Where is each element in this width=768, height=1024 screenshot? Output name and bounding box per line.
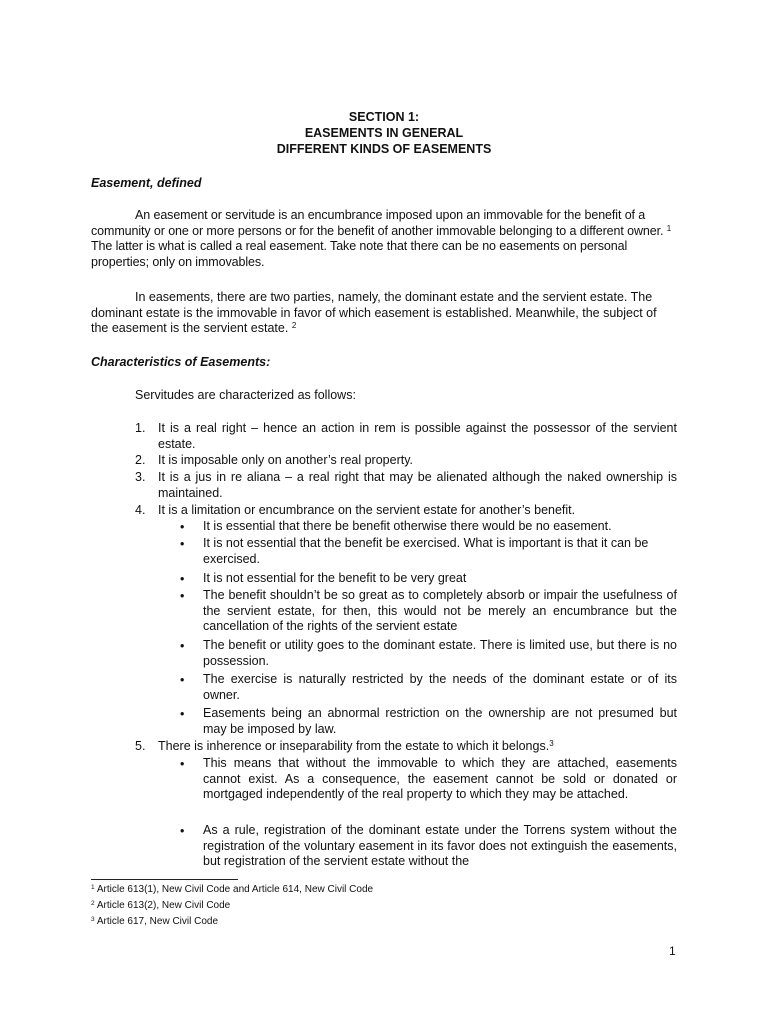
page-number: 1: [669, 944, 676, 958]
footnote-marker: 3: [91, 916, 95, 923]
footnote: [91, 884, 373, 896]
heading-easement-defined: Easement, defined: [91, 176, 202, 190]
bullet-item: The benefit or utility goes to the dominant estate. There is limited use, but there is no possession.: [203, 638, 677, 668]
list-number: 3.: [135, 470, 146, 484]
bullet-item: It is not essential for the benefit to be very great: [203, 571, 467, 585]
paragraph-parties-text: In easements, there are two parties, namely, the dominant estate and the servient estate. The dominant estate is the immovable in favor of which easement is established. Meanwhile, the subject of the easement is the servient estate.: [91, 290, 657, 336]
section-title: SECTION 1:: [348, 110, 420, 124]
bullet-item: The exercise is naturally restricted by the needs of the dominant estate or of its owner.: [203, 672, 677, 702]
bullet-item: Easements being an abnormal restriction on the ownership are not presumed but may be imposed by law.: [203, 706, 677, 736]
footnote-text: Article 617, New Civil Code: [96, 916, 219, 927]
list-number: 4.: [135, 503, 146, 517]
footnote-separator: [91, 879, 238, 880]
list-item: It is a jus in re aliana – a real right that may be alienated although the naked ownership is maintained.: [158, 470, 677, 500]
bullet-item: It is not essential that the benefit be exercised. What is important is that it can be exercised.: [203, 536, 649, 566]
section-subtitle: EASEMENTS IN GENERAL: [304, 126, 464, 140]
paragraph-definition-tail: The latter is what is called a real easement. Take note that there can be no easements on personal properties; only on immovables.: [91, 239, 628, 269]
bullet-symbol: •: [180, 572, 185, 586]
characteristics-intro: Servitudes are characterized as follows:: [135, 388, 356, 402]
footnote-ref-2: 2: [291, 321, 297, 331]
bullet-item: It is essential that there be benefit otherwise there would be no easement.: [203, 519, 612, 533]
list-number: 1.: [135, 421, 146, 435]
footnote-text: Article 613(1), New Civil Code and Article 614, New Civil Code: [96, 884, 374, 895]
list-number: 2.: [135, 453, 146, 467]
footnote-ref-1: 1: [666, 223, 672, 233]
bullet-item: This means that without the immovable to which they are attached, easements cannot exist. As a consequence, the easement cannot be sold or donated or mortgaged independently of the real property to which they may be attached.: [203, 756, 677, 802]
footnote: [91, 900, 230, 912]
bullet-symbol: •: [180, 589, 185, 603]
bullet-symbol: •: [180, 639, 185, 653]
footnote-text: Article 613(2), New Civil Code: [96, 900, 231, 911]
paragraph-definition: [91, 208, 677, 270]
bullet-symbol: •: [180, 537, 185, 551]
footnote-marker: 2: [91, 900, 95, 907]
list-number: 5.: [135, 739, 146, 753]
footnote-marker: 1: [91, 884, 95, 891]
list-item-5-text: There is inherence or inseparability from the estate to which it belongs.: [158, 739, 550, 753]
bullet-symbol: •: [180, 673, 185, 687]
bullet-item: The benefit shouldn’t be so great as to completely absorb or impair the usefulness of the servient estate, for then, this would not be merely an encumbrance but the cancellation of the rights of the servient estate: [203, 588, 677, 634]
section-subtitle-2: DIFFERENT KINDS OF EASEMENTS: [276, 142, 492, 156]
section-title-block: [0, 109, 768, 157]
bullet-symbol: •: [180, 707, 185, 721]
list-item: It is a limitation or encumbrance on the servient estate for another’s benefit.: [158, 503, 576, 517]
heading-characteristics: Characteristics of Easements:: [91, 355, 271, 369]
bullet-item: As a rule, registration of the dominant estate under the Torrens system without the registration of the voluntary easement in its favor does not extinguish the easements, but registration of the servient estate without the: [203, 823, 677, 869]
bullet-symbol: •: [180, 824, 185, 838]
paragraph-definition-text: An easement or servitude is an encumbrance imposed upon an immovable for the benefit of a community or one or more persons or for the benefit of another immovable belonging to a different owner.: [91, 208, 664, 238]
list-item-5: [158, 739, 677, 755]
footnote: [91, 916, 218, 928]
bullet-symbol: •: [180, 520, 185, 534]
list-item: It is imposable only on another’s real property.: [158, 453, 413, 467]
footnote-ref-3: 3: [549, 739, 554, 748]
paragraph-parties: [91, 290, 677, 337]
bullet-symbol: •: [180, 757, 185, 771]
list-item: It is a real right – hence an action in rem is possible against the possessor of the servient estate.: [158, 421, 677, 451]
